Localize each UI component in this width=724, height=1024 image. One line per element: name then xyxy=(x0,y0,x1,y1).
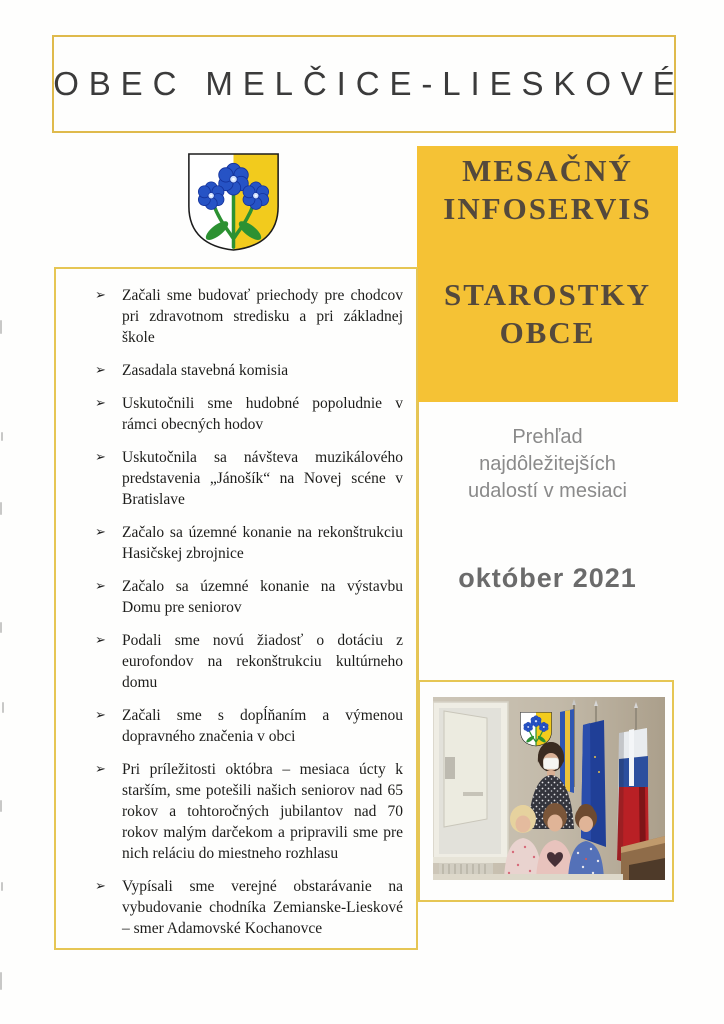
list-item xyxy=(95,360,403,381)
arrow-bullet-icon: ➢ xyxy=(95,579,106,594)
list-item-text: Uskutočnili sme hudobné popoludnie v rámci obecných hodov xyxy=(122,395,403,433)
list-item-text: Zasadala stavebná komisia xyxy=(122,362,289,379)
subtitle-line: Prehľad xyxy=(512,426,583,448)
scan-artifact xyxy=(0,800,2,812)
list-item-text: Vypísali sme verejné obstarávanie na vybudovanie chodníka Zemianske-Lieskové – smer Adamovské Kochanovce xyxy=(122,878,403,937)
subtitle-line: najdôležitejších xyxy=(479,453,616,475)
masthead-line: STAROSTKY xyxy=(444,277,651,312)
masthead-line: OBCE xyxy=(499,315,596,350)
scan-artifact xyxy=(0,622,2,633)
list-item xyxy=(95,447,403,510)
scan-artifact xyxy=(1,882,3,891)
list-item xyxy=(95,705,403,747)
list-item xyxy=(95,759,403,864)
events-list xyxy=(56,285,416,939)
scan-artifact xyxy=(0,972,2,990)
arrow-bullet-icon: ➢ xyxy=(95,396,106,411)
header-box xyxy=(52,35,685,133)
subtitle-line: udalostí v mesiaci xyxy=(468,480,627,502)
list-item-text: Pri príležitosti októbra – mesiaca úcty k starším, sme potešili našich seniorov nad 65 rokov a tohtoročných jubilantov nad 70 rokov malým darčekom a pripravili sme pre nich reláciu do miestneho rozhlasu xyxy=(122,761,403,862)
list-item-text: Začalo sa územné konanie na rekonštrukciu Hasičskej zbrojnice xyxy=(122,524,403,562)
list-item xyxy=(95,285,403,348)
arrow-bullet-icon: ➢ xyxy=(95,288,106,303)
arrow-bullet-icon: ➢ xyxy=(95,879,106,894)
list-item xyxy=(95,576,403,618)
list-item-text: Začali sme s dopĺňaním a výmenou dopravného značenia v obci xyxy=(122,707,403,745)
scan-artifact xyxy=(1,432,3,441)
list-item xyxy=(95,393,403,435)
list-item-text: Podali sme novú žiadosť o dotáciu z eurofondov na rekonštrukciu kultúrneho domu xyxy=(122,632,403,691)
arrow-bullet-icon: ➢ xyxy=(95,525,106,540)
coat-of-arms-icon xyxy=(185,150,282,253)
table-edge xyxy=(433,874,623,880)
list-item-text: Uskutočnila sa návšteva muzikálového predstavenia „Jánošík“ na Novej scéne v Bratislave xyxy=(122,449,403,508)
window xyxy=(433,702,510,863)
arrow-bullet-icon: ➢ xyxy=(95,762,106,777)
mayor-with-children-photo xyxy=(433,697,665,880)
subtitle xyxy=(417,424,678,505)
masthead-line: MESAČNÝ xyxy=(462,153,633,188)
arrow-bullet-icon: ➢ xyxy=(95,633,106,648)
list-item-text: Začalo sa územné konanie na výstavbu Domu pre seniorov xyxy=(122,578,403,616)
list-item xyxy=(95,630,403,693)
masthead-line: INFOSERVIS xyxy=(443,191,652,226)
masthead-box xyxy=(417,146,678,402)
arrow-bullet-icon: ➢ xyxy=(95,708,106,723)
scan-artifact xyxy=(2,702,4,713)
page-title: OBEC MELČICE-LIESKOVÉ xyxy=(53,65,685,102)
photo-frame xyxy=(418,680,674,902)
municipal-flag xyxy=(560,699,576,793)
issue-date: október 2021 xyxy=(458,563,637,593)
arrow-bullet-icon: ➢ xyxy=(95,450,106,465)
scan-artifact xyxy=(0,502,2,515)
scan-artifact xyxy=(0,320,2,334)
list-item xyxy=(95,876,403,939)
list-item xyxy=(95,522,403,564)
list-item-text: Začali sme budovať priechody pre chodcov pri zdravotnom stredisku a pri základnej škole xyxy=(122,287,403,346)
events-list-box xyxy=(54,267,418,950)
arrow-bullet-icon: ➢ xyxy=(95,363,106,378)
masthead-spacer xyxy=(417,228,678,276)
